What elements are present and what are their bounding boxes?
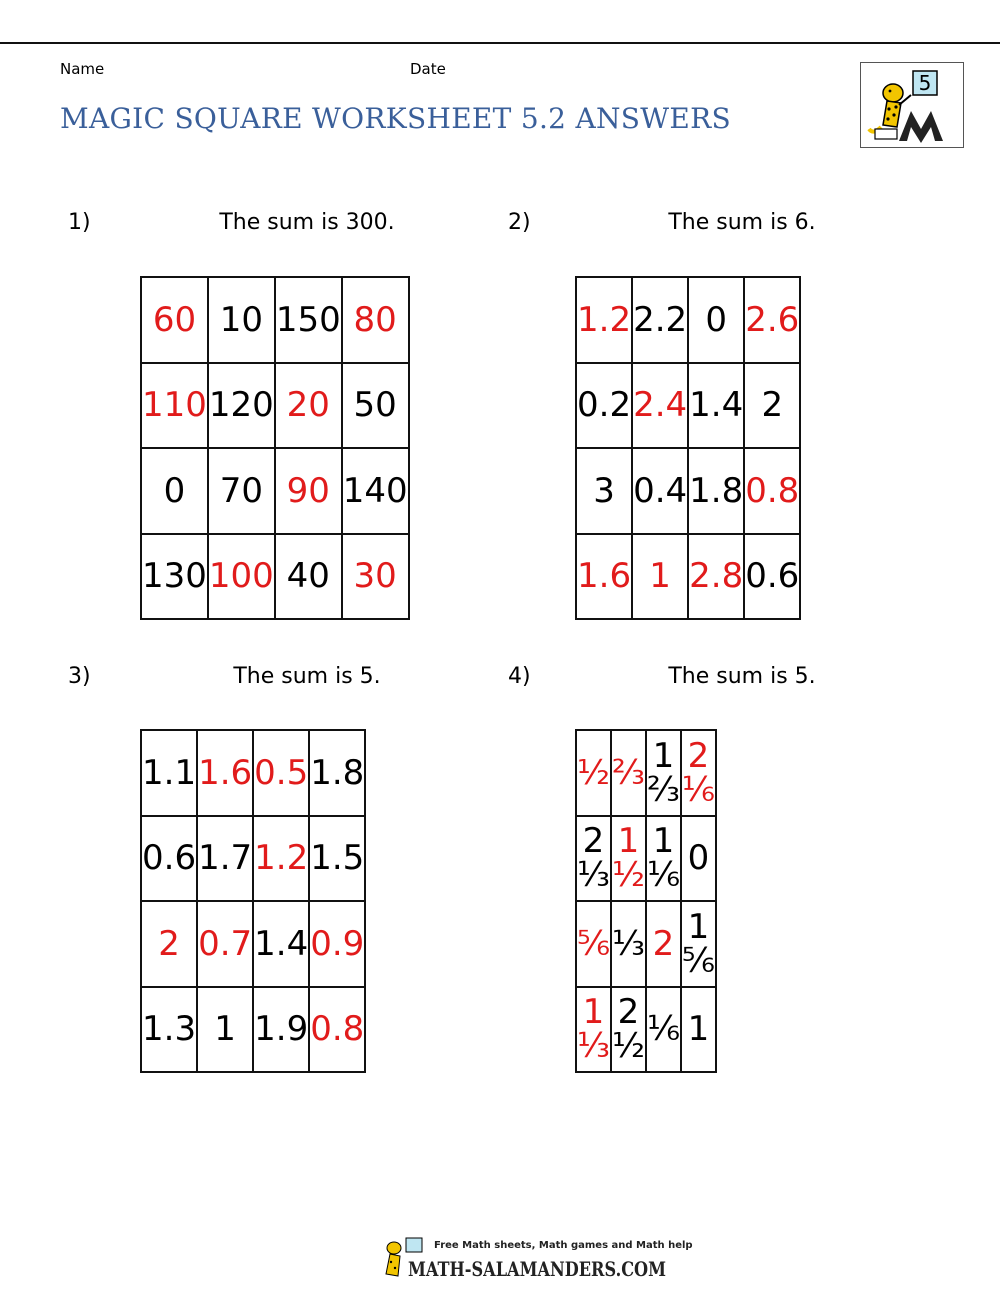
given-cell: 10 — [208, 277, 275, 363]
grid-row — [576, 987, 716, 1073]
problem-number: 1) — [68, 210, 91, 235]
date-label: Date — [410, 60, 446, 78]
given-cell: 1.3 — [141, 987, 197, 1073]
given-cell: 1 ⅙ — [646, 816, 681, 902]
answer-cell: 0.9 — [309, 901, 365, 987]
given-cell: ⅓ — [611, 901, 646, 987]
footer-tagline: Free Math sheets, Math games and Math help — [434, 1240, 693, 1251]
grid-row — [576, 816, 716, 902]
given-cell: 150 — [275, 277, 342, 363]
grid-row — [576, 901, 716, 987]
problem-number: 4) — [508, 664, 531, 689]
answer-cell: 60 — [141, 277, 208, 363]
answer-cell: 0.5 — [253, 730, 309, 816]
given-cell: 3 — [576, 448, 632, 534]
grid-row — [141, 816, 365, 902]
answer-cell: 2.8 — [688, 534, 744, 620]
answer-cell: 2.4 — [632, 363, 688, 449]
problem-number: 2) — [508, 210, 531, 235]
given-cell: 0.6 — [141, 816, 197, 902]
given-cell: 50 — [342, 363, 409, 449]
answer-cell: 2 ⅙ — [681, 730, 716, 816]
magic-square-3 — [140, 729, 366, 1073]
sum-text: The sum is 300. — [219, 210, 395, 235]
answer-cell: 0.8 — [744, 448, 800, 534]
given-cell: 0 — [688, 277, 744, 363]
grade-logo — [860, 62, 964, 148]
answer-cell: 1.2 — [253, 816, 309, 902]
given-cell: 0.2 — [576, 363, 632, 449]
given-cell: 1 ⅚ — [681, 901, 716, 987]
answer-cell: 1.6 — [197, 730, 253, 816]
answer-cell: 110 — [141, 363, 208, 449]
given-cell: 2 — [744, 363, 800, 449]
given-cell: 1.7 — [197, 816, 253, 902]
given-cell: ⅙ — [646, 987, 681, 1073]
given-cell: 1 ⅔ — [646, 730, 681, 816]
given-cell: 1.4 — [688, 363, 744, 449]
answer-cell: 1 ⅓ — [576, 987, 611, 1073]
answer-cell: 1 — [632, 534, 688, 620]
given-cell: 1.8 — [688, 448, 744, 534]
salamander-footer-icon — [380, 1232, 693, 1282]
grid-row — [141, 730, 365, 816]
top-rule — [0, 42, 1000, 44]
answer-cell: 1 ½ — [611, 816, 646, 902]
answer-cell: 100 — [208, 534, 275, 620]
logo-grade-number: 5 — [918, 71, 932, 95]
sum-text: The sum is 5. — [668, 664, 816, 689]
grid-row — [141, 901, 365, 987]
given-cell: 0 — [681, 816, 716, 902]
grid-row — [576, 363, 800, 449]
answer-cell: 20 — [275, 363, 342, 449]
given-cell: 1.1 — [141, 730, 197, 816]
answer-cell: 90 — [275, 448, 342, 534]
given-cell: 2 ⅓ — [576, 816, 611, 902]
given-cell: 40 — [275, 534, 342, 620]
sum-text: The sum is 5. — [233, 664, 381, 689]
answer-cell: 2 — [141, 901, 197, 987]
grid-row — [141, 987, 365, 1073]
given-cell: 1 — [681, 987, 716, 1073]
grid-row — [576, 277, 800, 363]
magic-square-1 — [140, 276, 410, 620]
given-cell: 120 — [208, 363, 275, 449]
grid-row — [141, 363, 409, 449]
given-cell: 130 — [141, 534, 208, 620]
answer-cell: 2.6 — [744, 277, 800, 363]
answer-cell: ½ — [576, 730, 611, 816]
answer-cell: ⅔ — [611, 730, 646, 816]
given-cell: 0 — [141, 448, 208, 534]
given-cell: 2 ½ — [611, 987, 646, 1073]
answer-cell: ⅚ — [576, 901, 611, 987]
answer-cell: 0.8 — [309, 987, 365, 1073]
given-cell: 70 — [208, 448, 275, 534]
given-cell: 140 — [342, 448, 409, 534]
answer-cell: 1.2 — [576, 277, 632, 363]
given-cell: 1.9 — [253, 987, 309, 1073]
footer-site: MATH-SALAMANDERS.COM — [408, 1257, 666, 1281]
answer-cell: 1.6 — [576, 534, 632, 620]
salamander-logo-icon — [861, 63, 963, 147]
answer-cell: 0.7 — [197, 901, 253, 987]
given-cell: 2.2 — [632, 277, 688, 363]
grid-row — [141, 277, 409, 363]
sum-text: The sum is 6. — [668, 210, 816, 235]
footer-logo — [380, 1232, 693, 1282]
answer-cell: 80 — [342, 277, 409, 363]
given-cell: 1.5 — [309, 816, 365, 902]
grid-row — [141, 448, 409, 534]
magic-square-2 — [575, 276, 801, 620]
given-cell: 0.4 — [632, 448, 688, 534]
grid-row — [141, 534, 409, 620]
page-title: MAGIC SQUARE WORKSHEET 5.2 ANSWERS — [60, 102, 731, 135]
grid-row — [576, 534, 800, 620]
grid-row — [576, 730, 716, 816]
given-cell: 1.4 — [253, 901, 309, 987]
answer-cell: 2 — [646, 901, 681, 987]
magic-square-4 — [575, 729, 717, 1073]
grid-row — [576, 448, 800, 534]
name-label: Name — [60, 60, 105, 78]
problem-number: 3) — [68, 664, 91, 689]
given-cell: 1 — [197, 987, 253, 1073]
given-cell: 1.8 — [309, 730, 365, 816]
given-cell: 0.6 — [744, 534, 800, 620]
answer-cell: 30 — [342, 534, 409, 620]
